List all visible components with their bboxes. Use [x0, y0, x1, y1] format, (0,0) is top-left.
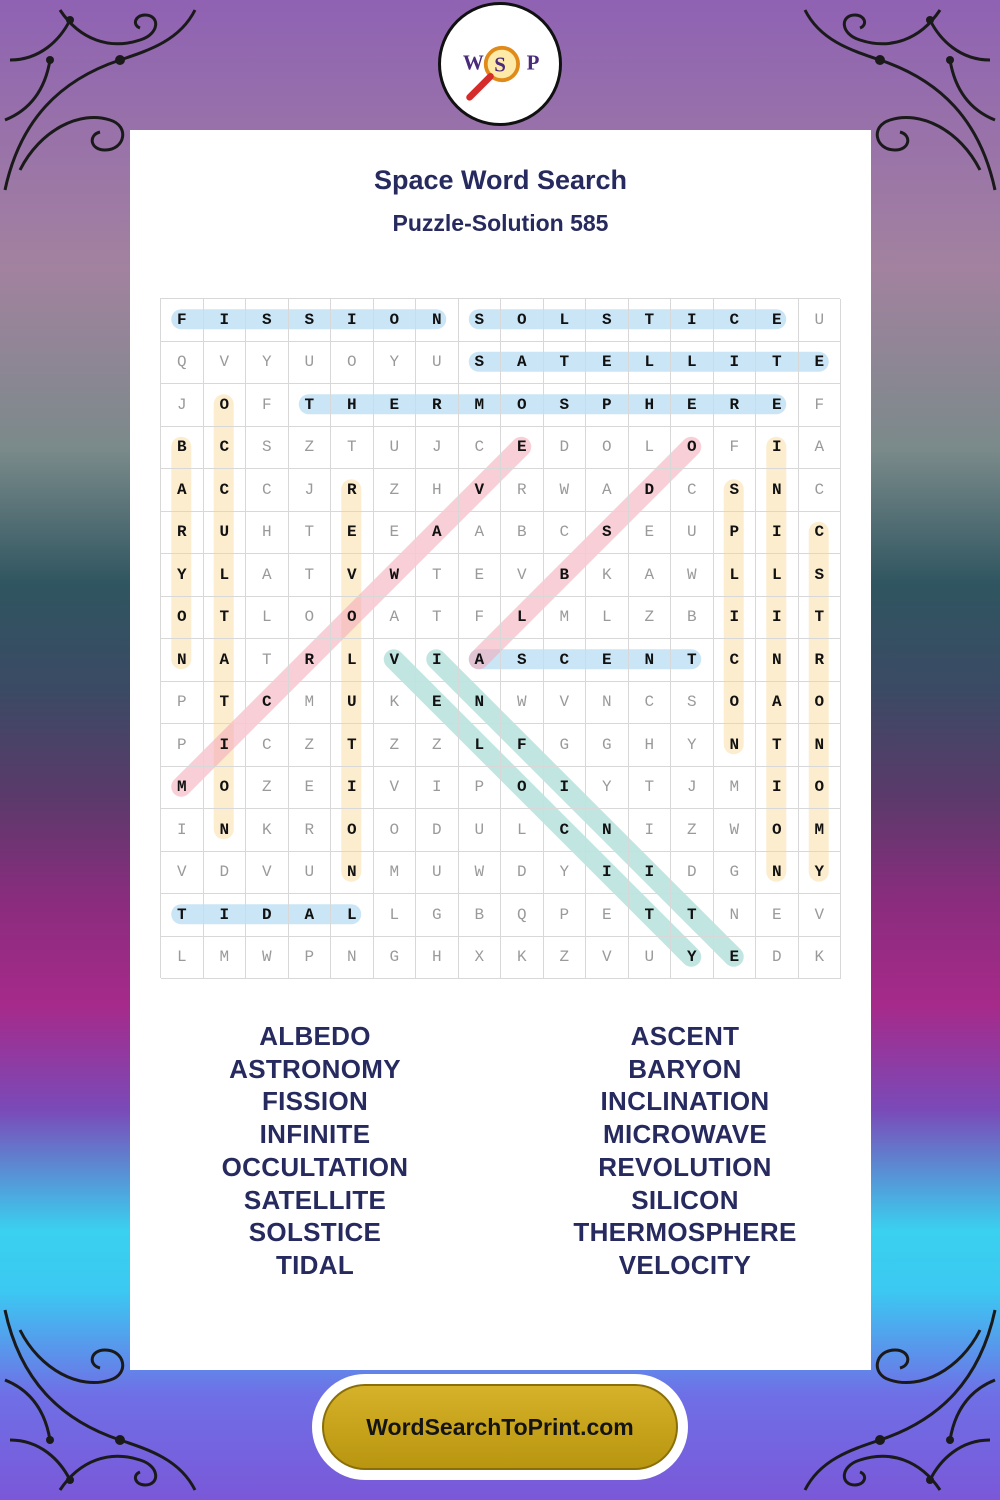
- grid-cell[interactable]: G: [586, 724, 629, 767]
- grid-cell[interactable]: N: [331, 852, 374, 895]
- grid-cell[interactable]: E: [289, 767, 332, 810]
- grid-cell[interactable]: E: [374, 384, 417, 427]
- word-list-item: ASCENT: [630, 1021, 740, 1051]
- grid-cell[interactable]: U: [204, 512, 247, 555]
- grid-cell[interactable]: W: [246, 937, 289, 980]
- grid-cell[interactable]: Z: [671, 809, 714, 852]
- grid-cell[interactable]: Z: [629, 597, 672, 640]
- grid-cell[interactable]: Y: [586, 767, 629, 810]
- grid-cell[interactable]: O: [331, 809, 374, 852]
- grid-cell[interactable]: V: [544, 682, 587, 725]
- grid-cell[interactable]: V: [586, 937, 629, 980]
- grid-cell[interactable]: M: [799, 809, 842, 852]
- grid-cell[interactable]: O: [161, 597, 204, 640]
- grid-cell[interactable]: I: [629, 809, 672, 852]
- grid-cell[interactable]: A: [161, 469, 204, 512]
- page-subtitle: Puzzle-Solution 585: [392, 210, 609, 236]
- grid-cell[interactable]: C: [714, 299, 757, 342]
- grid-cell[interactable]: N: [799, 724, 842, 767]
- grid-cell[interactable]: O: [501, 384, 544, 427]
- grid-cell[interactable]: F: [161, 299, 204, 342]
- grid-cell[interactable]: D: [756, 937, 799, 980]
- grid-cell[interactable]: Y: [374, 342, 417, 385]
- grid-cell[interactable]: I: [204, 299, 247, 342]
- grid-cell[interactable]: E: [799, 342, 842, 385]
- grid-cell[interactable]: I: [204, 894, 247, 937]
- grid-cell[interactable]: V: [204, 342, 247, 385]
- grid-cell[interactable]: D: [544, 427, 587, 470]
- grid-cell[interactable]: A: [501, 342, 544, 385]
- grid-cell[interactable]: M: [289, 682, 332, 725]
- grid-cell[interactable]: J: [289, 469, 332, 512]
- grid-cell[interactable]: T: [204, 682, 247, 725]
- grid-cell[interactable]: A: [459, 639, 502, 682]
- grid-cell[interactable]: T: [544, 342, 587, 385]
- grid-cell[interactable]: Q: [161, 342, 204, 385]
- grid-cell[interactable]: A: [459, 512, 502, 555]
- grid-cell[interactable]: I: [756, 427, 799, 470]
- grid-cell[interactable]: D: [416, 809, 459, 852]
- grid-cell[interactable]: R: [289, 639, 332, 682]
- grid-cell[interactable]: Z: [374, 469, 417, 512]
- grid-cell[interactable]: I: [756, 597, 799, 640]
- grid-cell[interactable]: U: [459, 809, 502, 852]
- grid-cell[interactable]: A: [374, 597, 417, 640]
- word-list-item: FISSION: [261, 1086, 369, 1117]
- grid-cell[interactable]: O: [714, 682, 757, 725]
- grid-cell[interactable]: N: [756, 469, 799, 512]
- grid-cell[interactable]: F: [501, 724, 544, 767]
- grid-cell[interactable]: T: [289, 554, 332, 597]
- word-list-item: REVOLUTION: [598, 1151, 772, 1182]
- word-list-left: [130, 1020, 500, 1282]
- grid-cell[interactable]: K: [501, 937, 544, 980]
- grid-cell[interactable]: L: [501, 809, 544, 852]
- grid-cell[interactable]: H: [629, 724, 672, 767]
- grid-cell[interactable]: I: [586, 852, 629, 895]
- grid-cell[interactable]: F: [459, 597, 502, 640]
- grid-cell[interactable]: E: [756, 894, 799, 937]
- word-list-item: INFINITE: [259, 1119, 371, 1150]
- grid-cell[interactable]: N: [629, 639, 672, 682]
- grid-cell[interactable]: H: [416, 469, 459, 512]
- grid-cell[interactable]: G: [416, 894, 459, 937]
- grid-cell[interactable]: B: [501, 512, 544, 555]
- grid-cell[interactable]: N: [586, 809, 629, 852]
- grid-cell[interactable]: N: [161, 639, 204, 682]
- footer-badge: [312, 1374, 688, 1480]
- grid-cell[interactable]: O: [756, 809, 799, 852]
- grid-cell[interactable]: C: [246, 682, 289, 725]
- grid-cell[interactable]: U: [416, 342, 459, 385]
- grid-cell[interactable]: R: [161, 512, 204, 555]
- grid-cell[interactable]: I: [544, 767, 587, 810]
- grid-cell[interactable]: R: [714, 384, 757, 427]
- word-list-item: SATELLITE: [243, 1184, 387, 1215]
- grid-cell[interactable]: A: [629, 554, 672, 597]
- grid-cell[interactable]: J: [416, 427, 459, 470]
- grid-cell[interactable]: Y: [799, 852, 842, 895]
- grid-cell[interactable]: R: [331, 469, 374, 512]
- grid-cell[interactable]: O: [204, 767, 247, 810]
- grid-cell[interactable]: L: [501, 597, 544, 640]
- grid-cell[interactable]: R: [416, 384, 459, 427]
- grid-cell[interactable]: I: [714, 597, 757, 640]
- grid-cell[interactable]: I: [756, 512, 799, 555]
- grid-cell[interactable]: P: [459, 767, 502, 810]
- grid-cell[interactable]: L: [714, 554, 757, 597]
- grid-cell[interactable]: U: [331, 682, 374, 725]
- grid-cell[interactable]: Y: [161, 554, 204, 597]
- grid-cell[interactable]: J: [671, 767, 714, 810]
- grid-cell[interactable]: S: [714, 469, 757, 512]
- word-list-item: THERMOSPHERE: [573, 1217, 797, 1248]
- grid-cell[interactable]: I: [416, 767, 459, 810]
- grid-cell[interactable]: K: [799, 937, 842, 980]
- grid-cell[interactable]: E: [331, 512, 374, 555]
- grid-cell[interactable]: N: [416, 299, 459, 342]
- grid-cell[interactable]: D: [204, 852, 247, 895]
- grid-cell[interactable]: A: [416, 512, 459, 555]
- grid-cell[interactable]: P: [544, 894, 587, 937]
- grid-cell[interactable]: C: [246, 469, 289, 512]
- grid-cell[interactable]: P: [714, 512, 757, 555]
- grid-cell[interactable]: F: [799, 384, 842, 427]
- grid-cell[interactable]: S: [586, 512, 629, 555]
- grid-cell[interactable]: G: [714, 852, 757, 895]
- logo-letter-p: P: [526, 50, 540, 75]
- word-list-item: INCLINATION: [600, 1086, 770, 1117]
- grid-cell[interactable]: O: [289, 597, 332, 640]
- logo-letter-w: W: [462, 50, 484, 75]
- grid-cell[interactable]: O: [501, 767, 544, 810]
- grid-cell[interactable]: L: [246, 597, 289, 640]
- grid-cell[interactable]: W: [501, 682, 544, 725]
- grid-cell[interactable]: I: [331, 299, 374, 342]
- grid-cell[interactable]: O: [501, 299, 544, 342]
- word-list-item: TIDAL: [275, 1249, 355, 1280]
- grid-cell[interactable]: E: [459, 554, 502, 597]
- grid-cell[interactable]: T: [289, 512, 332, 555]
- grid-cell[interactable]: S: [544, 384, 587, 427]
- word-list-item: SILICON: [631, 1184, 739, 1215]
- grid-cell[interactable]: V: [459, 469, 502, 512]
- grid-cell[interactable]: W: [459, 852, 502, 895]
- grid-cell[interactable]: C: [544, 809, 587, 852]
- grid-cell[interactable]: E: [756, 384, 799, 427]
- grid-cell[interactable]: K: [374, 682, 417, 725]
- grid-cell[interactable]: I: [331, 767, 374, 810]
- grid-cell[interactable]: I: [714, 342, 757, 385]
- grid-cell[interactable]: U: [416, 852, 459, 895]
- grid-cell[interactable]: S: [799, 554, 842, 597]
- grid-cell[interactable]: I: [161, 809, 204, 852]
- grid-cell[interactable]: M: [374, 852, 417, 895]
- grid-cell[interactable]: D: [501, 852, 544, 895]
- grid-cell[interactable]: N: [459, 682, 502, 725]
- grid-cell[interactable]: B: [671, 597, 714, 640]
- grid-cell[interactable]: C: [714, 639, 757, 682]
- word-list-item: ASTRONOMY: [229, 1053, 401, 1084]
- word-grid: [160, 298, 840, 978]
- grid-cell[interactable]: C: [671, 469, 714, 512]
- grid-cell[interactable]: M: [161, 767, 204, 810]
- site-link[interactable]: WordSearchToPrint.com: [322, 1384, 678, 1470]
- grid-cell[interactable]: L: [161, 937, 204, 980]
- grid-cell[interactable]: E: [629, 512, 672, 555]
- grid-cell[interactable]: A: [246, 554, 289, 597]
- grid-cell[interactable]: S: [586, 299, 629, 342]
- grid-cell[interactable]: W: [714, 809, 757, 852]
- grid-cell[interactable]: T: [204, 597, 247, 640]
- grid-cell[interactable]: E: [374, 512, 417, 555]
- grid-cell[interactable]: H: [331, 384, 374, 427]
- grid-cell[interactable]: T: [331, 427, 374, 470]
- grid-cell[interactable]: O: [671, 427, 714, 470]
- grid-cell[interactable]: T: [671, 639, 714, 682]
- grid-cell[interactable]: W: [671, 554, 714, 597]
- grid-cell[interactable]: V: [246, 852, 289, 895]
- grid-cell[interactable]: Y: [671, 724, 714, 767]
- grid-cell[interactable]: E: [416, 682, 459, 725]
- grid-cell[interactable]: E: [586, 342, 629, 385]
- grid-cell[interactable]: A: [799, 427, 842, 470]
- grid-cell[interactable]: O: [204, 384, 247, 427]
- grid-cell[interactable]: C: [629, 682, 672, 725]
- grid-cell[interactable]: S: [459, 342, 502, 385]
- letter-grid: [160, 298, 840, 978]
- puzzle-card: [130, 130, 871, 1370]
- grid-cell[interactable]: B: [544, 554, 587, 597]
- grid-cell[interactable]: R: [799, 639, 842, 682]
- grid-cell[interactable]: L: [374, 894, 417, 937]
- grid-cell[interactable]: V: [374, 767, 417, 810]
- grid-cell[interactable]: L: [331, 894, 374, 937]
- grid-cell[interactable]: V: [331, 554, 374, 597]
- grid-cell[interactable]: M: [544, 597, 587, 640]
- grid-cell[interactable]: C: [459, 427, 502, 470]
- grid-cell[interactable]: V: [161, 852, 204, 895]
- grid-cell[interactable]: G: [544, 724, 587, 767]
- grid-cell[interactable]: Y: [544, 852, 587, 895]
- grid-cell[interactable]: T: [331, 724, 374, 767]
- grid-cell[interactable]: I: [671, 299, 714, 342]
- grid-cell[interactable]: O: [799, 767, 842, 810]
- grid-cell[interactable]: L: [756, 554, 799, 597]
- grid-cell[interactable]: O: [799, 682, 842, 725]
- grid-cell[interactable]: Z: [289, 427, 332, 470]
- grid-cell[interactable]: T: [416, 597, 459, 640]
- grid-cell[interactable]: P: [161, 724, 204, 767]
- grid-cell[interactable]: Y: [671, 937, 714, 980]
- logo-letter-s: S: [494, 52, 506, 77]
- grid-cell[interactable]: S: [459, 299, 502, 342]
- grid-cell[interactable]: S: [246, 299, 289, 342]
- grid-cell[interactable]: U: [629, 937, 672, 980]
- grid-cell[interactable]: T: [629, 767, 672, 810]
- grid-cell[interactable]: D: [629, 469, 672, 512]
- grid-cell[interactable]: Q: [501, 894, 544, 937]
- grid-cell[interactable]: U: [289, 852, 332, 895]
- word-list-item: SOLSTICE: [248, 1217, 382, 1248]
- grid-cell[interactable]: V: [501, 554, 544, 597]
- grid-cell[interactable]: P: [161, 682, 204, 725]
- grid-cell[interactable]: D: [246, 894, 289, 937]
- grid-cell[interactable]: T: [671, 894, 714, 937]
- word-list-item: MICROWAVE: [603, 1119, 767, 1150]
- grid-cell[interactable]: N: [714, 894, 757, 937]
- grid-cell[interactable]: E: [756, 299, 799, 342]
- grid-cell[interactable]: O: [374, 299, 417, 342]
- grid-cell[interactable]: Z: [289, 724, 332, 767]
- grid-cell[interactable]: D: [671, 852, 714, 895]
- word-list-right: [500, 1020, 870, 1282]
- grid-cell[interactable]: N: [714, 724, 757, 767]
- grid-cell[interactable]: L: [544, 299, 587, 342]
- grid-cell[interactable]: T: [799, 597, 842, 640]
- grid-cell[interactable]: L: [459, 724, 502, 767]
- grid-cell[interactable]: F: [714, 427, 757, 470]
- grid-cell[interactable]: T: [246, 639, 289, 682]
- grid-cell[interactable]: Z: [374, 724, 417, 767]
- grid-cell[interactable]: C: [544, 639, 587, 682]
- grid-cell[interactable]: T: [629, 299, 672, 342]
- grid-cell[interactable]: O: [374, 809, 417, 852]
- grid-cell[interactable]: S: [289, 299, 332, 342]
- grid-cell[interactable]: E: [671, 384, 714, 427]
- grid-cell[interactable]: C: [204, 469, 247, 512]
- grid-cell[interactable]: I: [629, 852, 672, 895]
- grid-cell[interactable]: N: [586, 682, 629, 725]
- grid-cell[interactable]: S: [246, 427, 289, 470]
- grid-cell[interactable]: I: [204, 724, 247, 767]
- grid-cell[interactable]: H: [246, 512, 289, 555]
- grid-cell[interactable]: L: [629, 342, 672, 385]
- grid-cell[interactable]: M: [204, 937, 247, 980]
- page-title: Space Word Search: [373, 165, 628, 195]
- grid-cell[interactable]: G: [374, 937, 417, 980]
- grid-cell[interactable]: N: [331, 937, 374, 980]
- grid-cell[interactable]: L: [671, 342, 714, 385]
- grid-cell[interactable]: E: [586, 894, 629, 937]
- grid-cell[interactable]: A: [586, 469, 629, 512]
- magnifier-logo-icon: [441, 5, 559, 123]
- grid-cell[interactable]: M: [459, 384, 502, 427]
- grid-cell[interactable]: W: [374, 554, 417, 597]
- grid-cell[interactable]: P: [586, 384, 629, 427]
- grid-cell[interactable]: B: [459, 894, 502, 937]
- grid-cell[interactable]: L: [629, 427, 672, 470]
- grid-cell[interactable]: O: [586, 427, 629, 470]
- grid-cell[interactable]: C: [544, 512, 587, 555]
- grid-cell[interactable]: A: [756, 682, 799, 725]
- grid-cell[interactable]: Y: [246, 342, 289, 385]
- grid-cell[interactable]: R: [289, 809, 332, 852]
- grid-cell[interactable]: E: [714, 937, 757, 980]
- grid-cell[interactable]: E: [501, 427, 544, 470]
- grid-cell[interactable]: N: [756, 852, 799, 895]
- word-list-item: VELOCITY: [618, 1249, 752, 1280]
- grid-cell[interactable]: X: [459, 937, 502, 980]
- grid-cell[interactable]: H: [629, 384, 672, 427]
- grid-cell[interactable]: T: [416, 554, 459, 597]
- grid-cell[interactable]: A: [204, 639, 247, 682]
- grid-cell[interactable]: K: [246, 809, 289, 852]
- grid-cell[interactable]: L: [331, 639, 374, 682]
- grid-cell[interactable]: C: [799, 512, 842, 555]
- grid-cell[interactable]: W: [544, 469, 587, 512]
- grid-cell[interactable]: Z: [246, 767, 289, 810]
- grid-cell[interactable]: T: [161, 894, 204, 937]
- grid-cell[interactable]: F: [246, 384, 289, 427]
- word-list-item: ALBEDO: [259, 1021, 371, 1051]
- grid-cell[interactable]: V: [374, 639, 417, 682]
- grid-cell[interactable]: A: [289, 894, 332, 937]
- grid-cell[interactable]: Z: [544, 937, 587, 980]
- grid-cell[interactable]: I: [756, 767, 799, 810]
- grid-cell[interactable]: L: [586, 597, 629, 640]
- grid-cell[interactable]: U: [289, 342, 332, 385]
- site-logo[interactable]: [438, 2, 562, 126]
- word-list-item: OCCULTATION: [221, 1151, 409, 1182]
- grid-cell[interactable]: T: [629, 894, 672, 937]
- grid-cell[interactable]: C: [204, 427, 247, 470]
- grid-cell[interactable]: T: [756, 342, 799, 385]
- grid-cell[interactable]: V: [799, 894, 842, 937]
- grid-cell[interactable]: T: [289, 384, 332, 427]
- word-list-item: BARYON: [628, 1053, 742, 1084]
- grid-cell[interactable]: U: [799, 299, 842, 342]
- grid-cell[interactable]: U: [374, 427, 417, 470]
- grid-cell[interactable]: S: [671, 682, 714, 725]
- grid-cell[interactable]: J: [161, 384, 204, 427]
- grid-cell[interactable]: P: [289, 937, 332, 980]
- grid-cell[interactable]: C: [246, 724, 289, 767]
- grid-cell[interactable]: E: [586, 639, 629, 682]
- grid-cell[interactable]: C: [799, 469, 842, 512]
- grid-cell[interactable]: B: [161, 427, 204, 470]
- grid-cell[interactable]: Z: [416, 724, 459, 767]
- grid-cell[interactable]: N: [204, 809, 247, 852]
- grid-cell[interactable]: U: [671, 512, 714, 555]
- grid-cell[interactable]: H: [416, 937, 459, 980]
- grid-cell[interactable]: R: [501, 469, 544, 512]
- grid-cell[interactable]: O: [331, 597, 374, 640]
- grid-cell[interactable]: T: [756, 724, 799, 767]
- grid-cell[interactable]: O: [331, 342, 374, 385]
- grid-cell[interactable]: I: [416, 639, 459, 682]
- grid-cell[interactable]: K: [586, 554, 629, 597]
- grid-cell[interactable]: L: [204, 554, 247, 597]
- grid-cell[interactable]: N: [756, 639, 799, 682]
- grid-cell[interactable]: S: [501, 639, 544, 682]
- grid-cell[interactable]: M: [714, 767, 757, 810]
